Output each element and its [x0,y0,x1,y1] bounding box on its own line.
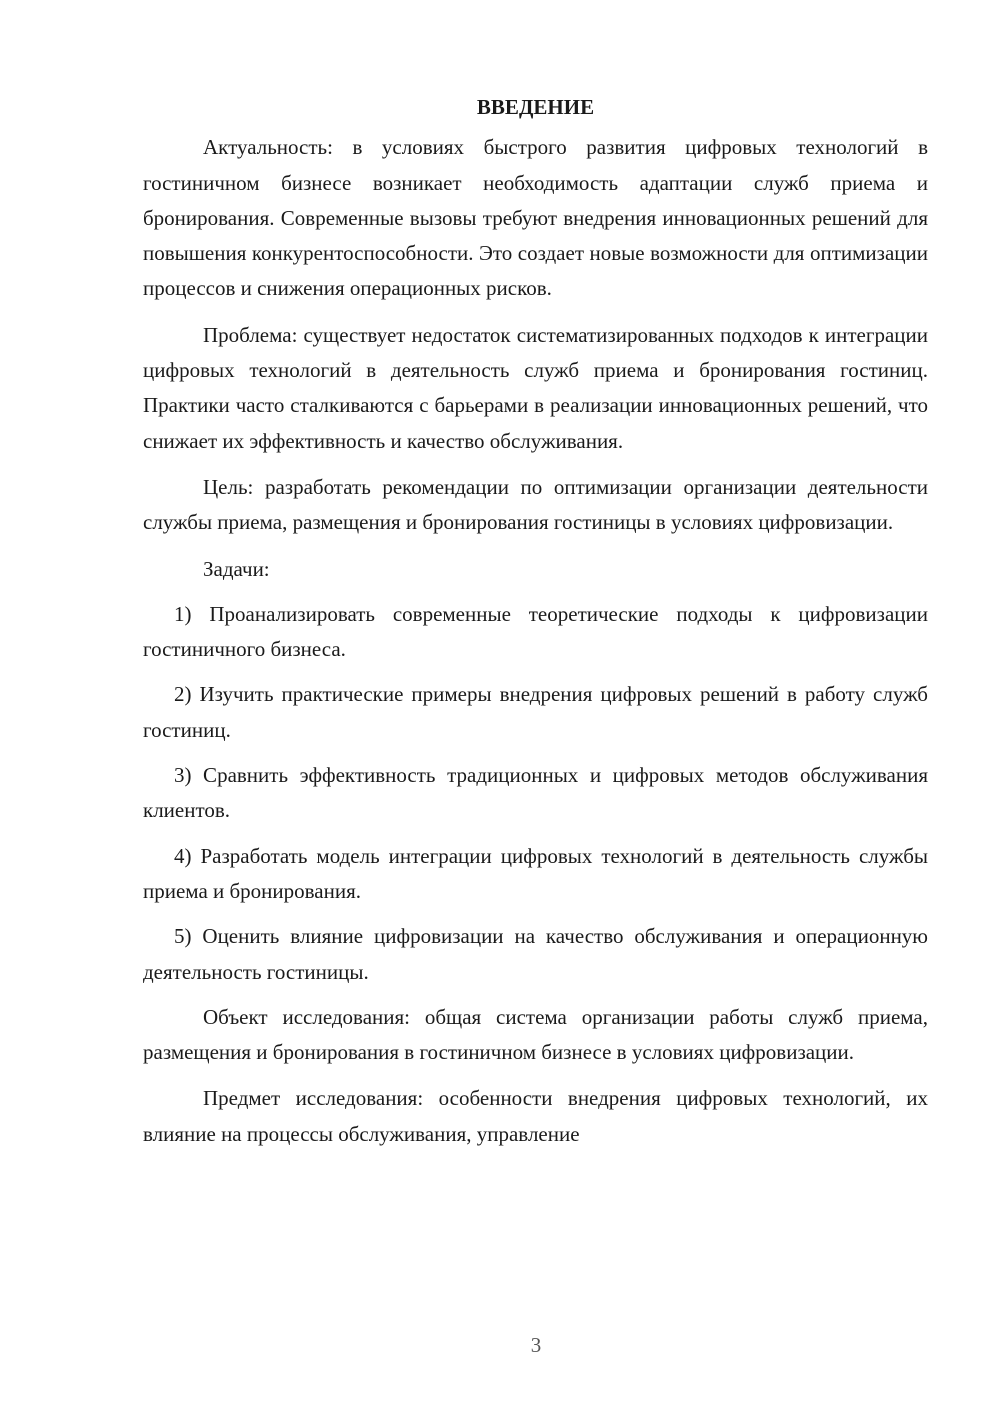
page-number: 3 [530,1333,542,1357]
section-title: ВВЕДЕНИЕ [476,95,595,119]
relevance-paragraph: Актуальность: в условиях быстрого развития цифровых технологий в гостиничном бизнесе возникает необходимость адаптации служб приема и бронирования. Современные вызовы требуют внедрения инновационных решений для повышения конкурентоспособности. Это создает новые возможности для оптимизации процессов и снижения операционных рисков. [143,135,928,301]
task-item-1: 1) Проанализировать современные теоретические подходы к цифровизации гостиничного бизнеса. [143,601,928,662]
task-item-5: 5) Оценить влияние цифровизации на качество обслуживания и операционную деятельность гостиницы. [143,924,928,984]
task-item-3: 3) Сравнить эффективность традиционных и цифровых методов обслуживания клиентов. [143,763,928,823]
tasks-heading: Задачи: [203,556,270,581]
goal-paragraph: Цель: разработать рекомендации по оптимизации организации деятельности службы приема, размещения и бронирования гостиницы в условиях цифровизации. [143,474,928,535]
task-item-4: 4) Разработать модель интеграции цифровых технологий в деятельность службы приема и бронирования. [143,843,928,903]
problem-paragraph: Проблема: существует недостаток систематизированных подходов к интеграции цифровых технологий в деятельность служб приема и бронирования гостиниц. Практики часто сталкиваются с барьерами в реализации инновационных решений, что снижает их эффективность и качество обслуживания. [143,322,928,453]
task-item-2: 2) Изучить практические примеры внедрения цифровых решений в работу служб гостиниц. [143,682,928,742]
subject-paragraph: Предмет исследования: особенности внедрения цифровых технологий, их влияние на процессы обслуживания, управление [143,1086,928,1146]
document-page [143,90,928,1152]
object-paragraph: Объект исследования: общая система организации работы служб приема, размещения и бронирования в гостиничном бизнесе в условиях цифровизации. [143,1004,928,1065]
